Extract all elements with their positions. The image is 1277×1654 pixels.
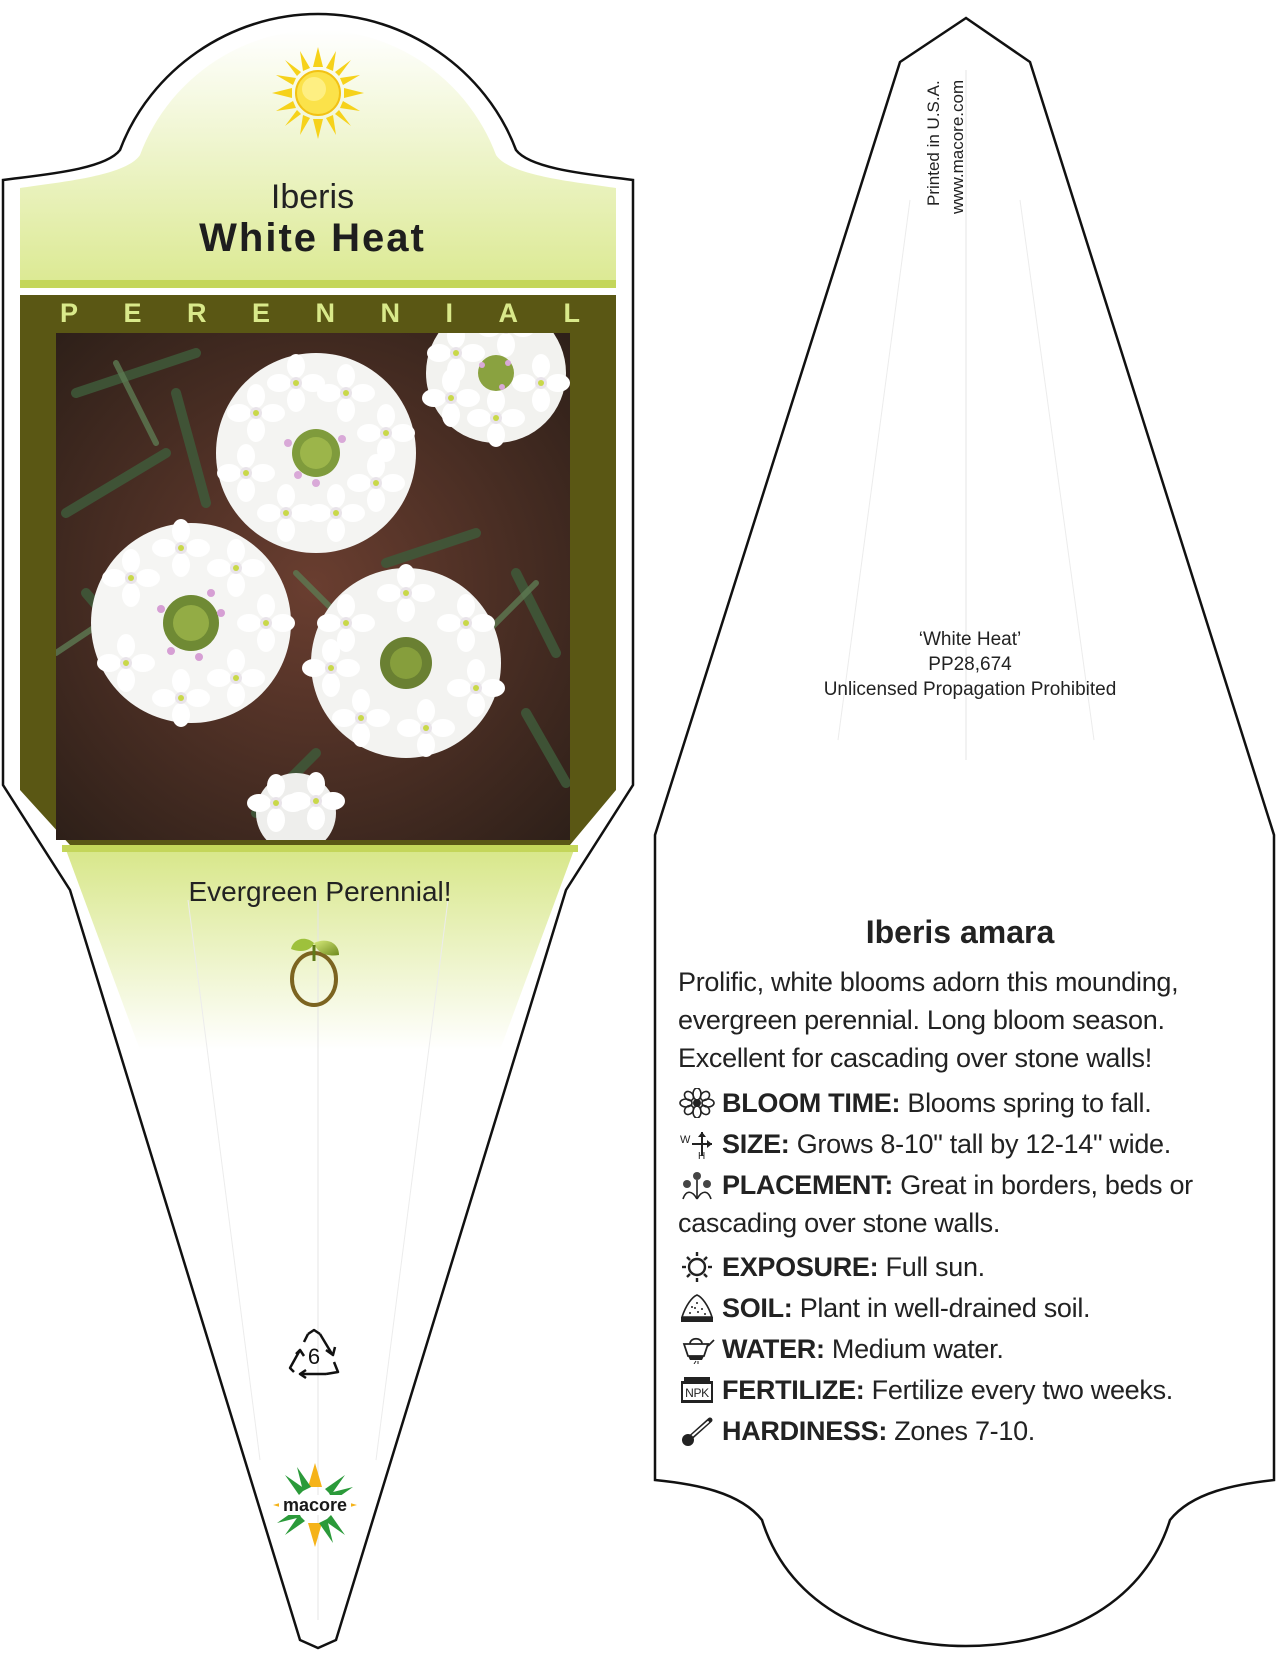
category-letter: N: [315, 298, 335, 328]
category-letter: P: [60, 298, 79, 328]
category-letter: I: [445, 298, 453, 328]
attribute-label: PLACEMENT:: [722, 1170, 893, 1200]
npk-icon: [678, 1375, 716, 1405]
patent-block: [760, 627, 1180, 702]
category-letter: E: [123, 298, 142, 328]
tagline: Evergreen Perennial!: [188, 876, 452, 907]
attribute-label: BLOOM TIME:: [722, 1088, 901, 1118]
npk-text: NPK: [685, 1386, 709, 1400]
height-letter: H: [698, 1151, 705, 1159]
recycle-number: 6: [307, 1344, 321, 1369]
attribute-label: HARDINESS:: [722, 1416, 888, 1446]
attribute-label: SOIL:: [722, 1293, 793, 1323]
placement-icon: [678, 1170, 716, 1200]
website-text: www.macore.com: [948, 79, 967, 214]
attribute-value: Great in borders, beds or cascading over stone walls.: [678, 1170, 1193, 1238]
attribute-value: Medium water.: [824, 1334, 1004, 1364]
attribute-bloom-time: [678, 1084, 1256, 1122]
print-info: [924, 54, 994, 234]
attribute-label: FERTILIZE:: [722, 1375, 865, 1405]
watering-can-icon: [678, 1334, 716, 1364]
genus-name: Iberis: [270, 178, 355, 216]
attribute-label: SIZE:: [722, 1129, 790, 1159]
category-letter: E: [251, 298, 270, 328]
attribute-soil: [678, 1289, 1256, 1327]
size-icon: [678, 1129, 716, 1159]
cultivar-name: White Heat: [199, 216, 426, 260]
attribute-value: Full sun.: [878, 1252, 985, 1282]
category-letter: N: [380, 298, 400, 328]
sun-icon: [678, 1252, 716, 1282]
width-letter: W: [680, 1134, 691, 1146]
flower-icon: [678, 1088, 716, 1118]
attribute-label: EXPOSURE:: [722, 1252, 879, 1282]
category-letter: L: [563, 298, 580, 328]
description: Prolific, white blooms adorn this mounding, evergreen perennial. Long bloom season. Excellent for cascading over stone walls!: [678, 967, 1179, 1073]
attribute-value: Zones 7-10.: [887, 1416, 1036, 1446]
category-letter: R: [187, 298, 207, 328]
brand-name: macore: [282, 1495, 348, 1515]
attribute-label: WATER:: [722, 1334, 825, 1364]
species-name: Iberis amara: [865, 914, 1055, 950]
attribute-fertilize: [678, 1371, 1256, 1409]
attribute-value: Fertilize every two weeks.: [864, 1375, 1173, 1405]
attribute-size: [678, 1125, 1256, 1163]
attribute-value: Plant in well-drained soil.: [792, 1293, 1091, 1323]
patent-number: PP28,674: [928, 654, 1012, 675]
cultivar-name-back: ‘White Heat’: [918, 629, 1022, 650]
propagation-notice: Unlicensed Propagation Prohibited: [823, 679, 1117, 700]
attribute-value: Blooms spring to fall.: [900, 1088, 1152, 1118]
attribute-placement: [678, 1166, 1256, 1242]
category-letter: A: [498, 298, 518, 328]
attribute-water: [678, 1330, 1256, 1368]
soil-icon: [678, 1293, 716, 1323]
attribute-exposure: [678, 1248, 1256, 1286]
thermometer-icon: [678, 1416, 716, 1446]
attribute-hardiness: [678, 1412, 1256, 1450]
printed-in-text: Printed in U.S.A.: [924, 80, 943, 206]
attribute-value: Grows 8-10" tall by 12-14" wide.: [789, 1129, 1171, 1159]
